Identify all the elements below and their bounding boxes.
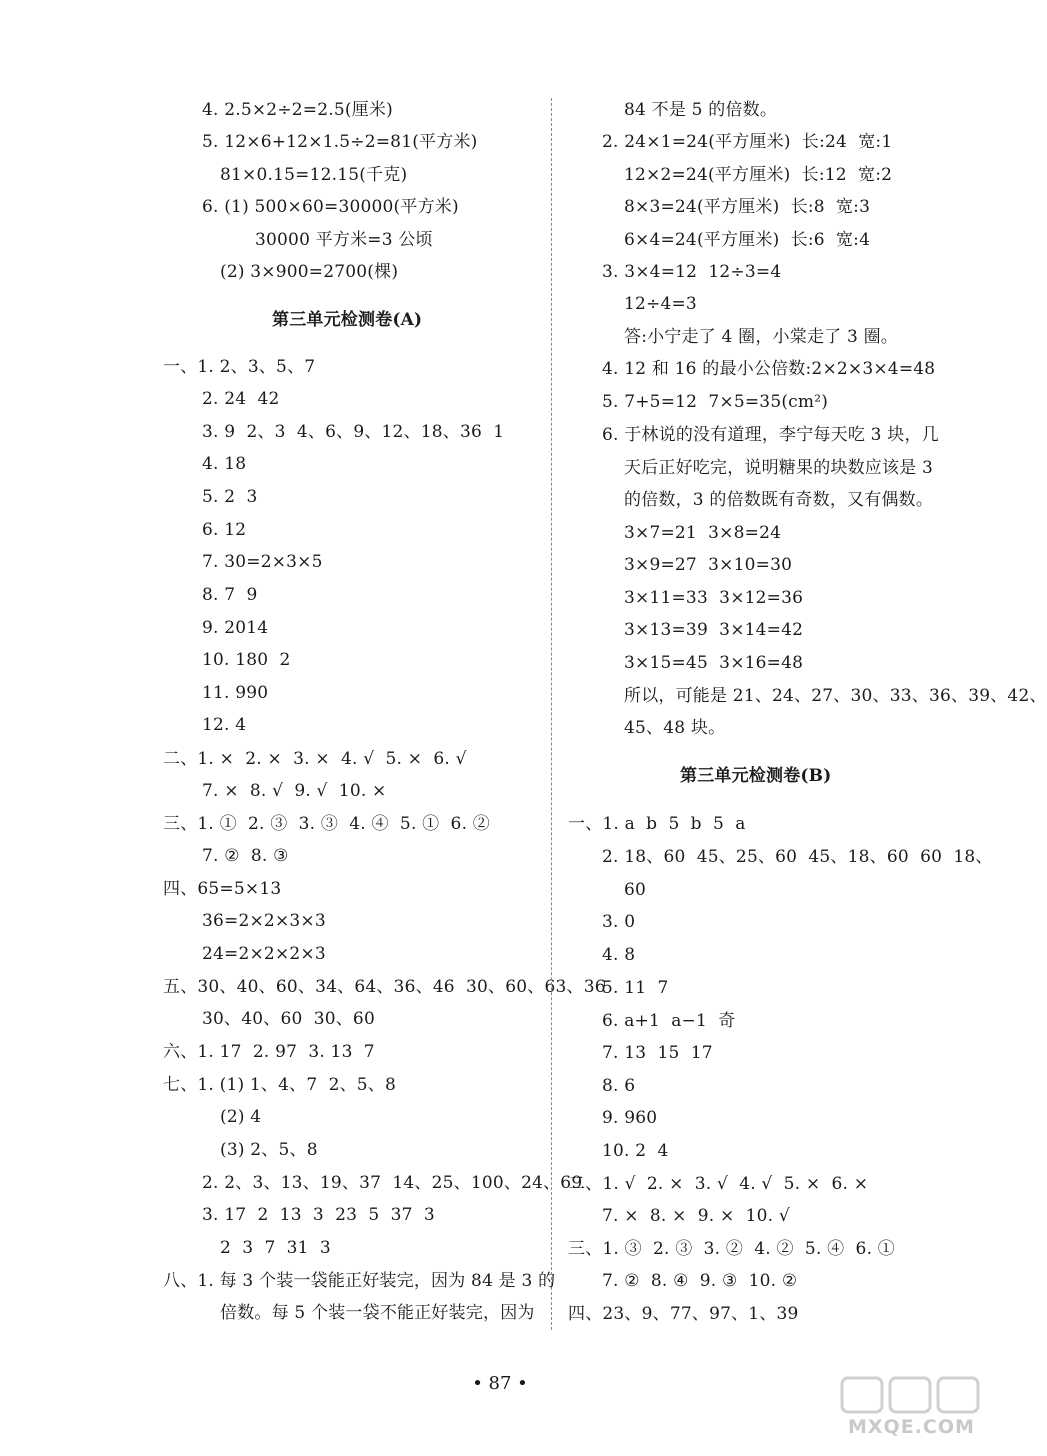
right-answer-line: 12÷4=3: [624, 294, 697, 314]
left-answer-line: 四、65=5×13: [163, 879, 282, 899]
left-answer-line: 3. 17 2 13 3 23 5 37 3: [202, 1205, 435, 1225]
left-answer-line: 7. 30=2×3×5: [202, 552, 323, 572]
right-answer-line: 2. 18、60 45、25、60 45、18、60 60 18、: [602, 847, 993, 867]
left-answer-line: 6. (1) 500×60=30000(平方米): [202, 197, 459, 217]
right-answer-line: 三、1. ③ 2. ③ 3. ② 4. ② 5. ④ 6. ①: [568, 1239, 895, 1259]
right-answer-line: 45、48 块。: [624, 718, 726, 738]
right-answer-line: 5. 11 7: [602, 978, 669, 998]
right-answer-line: 3×11=33 3×12=36: [624, 588, 804, 608]
left-answer-line: 81×0.15=12.15(千克): [220, 165, 408, 185]
left-answer-line: 2. 24 42: [202, 389, 280, 409]
right-answer-line: 3×7=21 3×8=24: [624, 523, 782, 543]
watermark-logo: [836, 1370, 986, 1448]
right-answer-line: 答:小宁走了 4 圈，小棠走了 3 圈。: [624, 327, 898, 347]
left-answer-line: (3) 2、5、8: [220, 1140, 318, 1160]
right-answer-line: 四、23、9、77、97、1、39: [568, 1304, 799, 1324]
right-answer-line: 3×15=45 3×16=48: [624, 653, 804, 673]
left-answer-line: 8. 7 9: [202, 585, 258, 605]
right-answer-line: 一、1. a b 5 b 5 a: [568, 814, 746, 834]
left-answer-line: 36=2×2×3×3: [202, 911, 326, 931]
left-answer-line: 一、1. 2、3、5、7: [163, 357, 316, 377]
page-number: • 87 •: [472, 1373, 528, 1394]
left-answer-line: 30、40、60 30、60: [202, 1009, 375, 1029]
left-answer-line: 10. 180 2: [202, 650, 291, 670]
left-answer-line: 三、1. ① 2. ③ 3. ③ 4. ④ 5. ① 6. ②: [163, 814, 490, 834]
right-answer-line: 的倍数，3 的倍数既有奇数，又有偶数。: [624, 490, 934, 510]
right-answer-line: 6. 于林说的没有道理，李宁每天吃 3 块，几: [602, 425, 939, 445]
left-answer-line: 7. × 8. √ 9. √ 10. ×: [202, 781, 387, 801]
left-answer-line: 六、1. 17 2. 97 3. 13 7: [163, 1042, 375, 1062]
right-answer-line: 所以，可能是 21、24、27、30、33、36、39、42、: [624, 686, 1047, 706]
right-answer-line: 12×2=24(平方厘米) 长:12 宽:2: [624, 165, 893, 185]
left-answer-line: 2 3 7 31 3: [220, 1238, 331, 1258]
left-answer-line: 24=2×2×2×3: [202, 944, 326, 964]
left-answer-line: 5. 2 3: [202, 487, 258, 507]
left-section-title: 第三单元检测卷(A): [272, 310, 423, 330]
right-answer-line: 84 不是 5 的倍数。: [624, 100, 778, 120]
left-answer-line: 倍数。每 5 个装一袋不能正好装完，因为: [220, 1303, 535, 1323]
right-answer-line: 8×3=24(平方厘米) 长:8 宽:3: [624, 197, 871, 217]
left-answer-line: 5. 12×6+12×1.5÷2=81(平方米): [202, 132, 478, 152]
left-answer-line: 七、1. (1) 1、4、7 2、5、8: [163, 1075, 397, 1095]
watermark-logo-icon: [836, 1370, 986, 1418]
right-answer-line: 3×9=27 3×10=30: [624, 555, 793, 575]
right-answer-line: 3×13=39 3×14=42: [624, 620, 804, 640]
left-answer-line: (2) 4: [220, 1107, 262, 1127]
left-answer-line: 9. 2014: [202, 618, 269, 638]
left-answer-line: 30000 平方米=3 公顷: [255, 230, 433, 250]
right-answer-line: 4. 8: [602, 945, 636, 965]
right-answer-line: 7. × 8. × 9. × 10. √: [602, 1206, 790, 1226]
left-answer-line: 7. ② 8. ③: [202, 846, 289, 866]
right-answer-line: 10. 2 4: [602, 1141, 669, 1161]
right-answer-line: 二、1. √ 2. × 3. √ 4. √ 5. × 6. ×: [568, 1174, 869, 1194]
left-answer-line: 12. 4: [202, 715, 247, 735]
right-answer-line: 6×4=24(平方厘米) 长:6 宽:4: [624, 230, 871, 250]
left-answer-line: 4. 2.5×2÷2=2.5(厘米): [202, 100, 393, 120]
right-answer-line: 3. 3×4=12 12÷3=4: [602, 262, 782, 282]
right-answer-line: 6. a+1 a−1 奇: [602, 1011, 736, 1031]
watermark-text: MXQE.COM: [848, 1416, 975, 1438]
left-answer-line: 3. 9 2、3 4、6、9、12、18、36 1: [202, 422, 505, 442]
left-answer-line: 二、1. × 2. × 3. × 4. √ 5. × 6. √: [163, 749, 467, 769]
left-answer-line: 4. 18: [202, 454, 247, 474]
right-answer-line: 8. 6: [602, 1076, 636, 1096]
right-answer-line: 天后正好吃完，说明糖果的块数应该是 3: [624, 458, 934, 478]
left-answer-line: 11. 990: [202, 683, 269, 703]
right-answer-line: 5. 7+5=12 7×5=35(cm²): [602, 392, 829, 412]
right-section-title: 第三单元检测卷(B): [680, 766, 832, 786]
left-answer-line: 2. 2、3、13、19、37 14、25、100、24、69: [202, 1173, 583, 1193]
left-answer-line: (2) 3×900=2700(棵): [220, 262, 399, 282]
right-answer-line: 4. 12 和 16 的最小公倍数:2×2×3×4=48: [602, 359, 936, 379]
right-answer-line: 3. 0: [602, 912, 636, 932]
right-answer-line: 7. ② 8. ④ 9. ③ 10. ②: [602, 1271, 798, 1291]
right-answer-line: 60: [624, 880, 647, 900]
left-answer-line: 6. 12: [202, 520, 247, 540]
left-answer-line: 五、30、40、60、34、64、36、46 30、60、63、36: [163, 977, 606, 997]
column-divider: [551, 98, 552, 1330]
right-answer-line: 9. 960: [602, 1108, 658, 1128]
right-answer-line: 2. 24×1=24(平方厘米) 长:24 宽:1: [602, 132, 893, 152]
right-answer-line: 7. 13 15 17: [602, 1043, 713, 1063]
left-answer-line: 八、1. 每 3 个装一袋能正好装完，因为 84 是 3 的: [163, 1271, 556, 1291]
